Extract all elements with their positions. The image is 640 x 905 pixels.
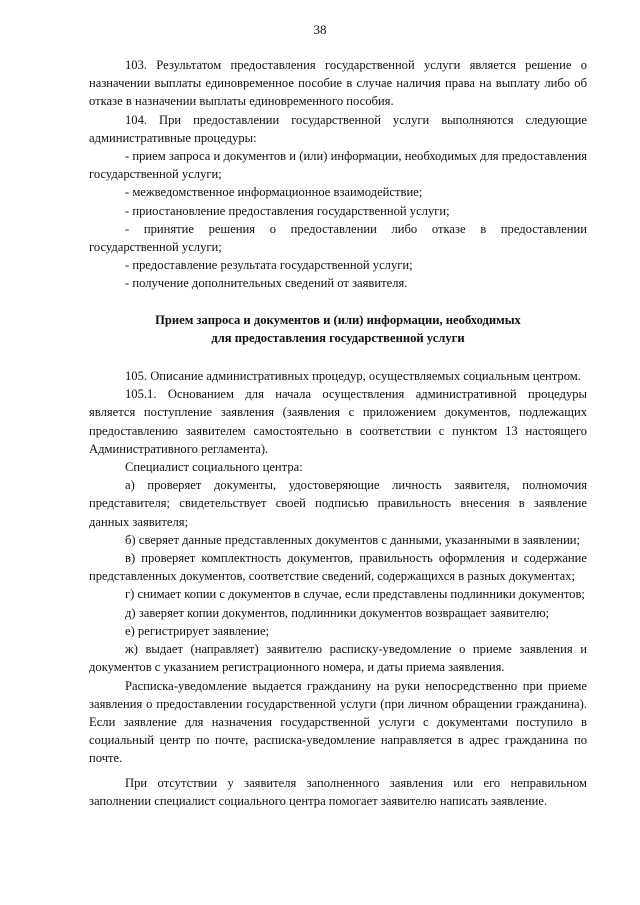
list-item: - межведомственное информационное взаимодействие;	[125, 185, 423, 200]
list-item: е) регистрирует заявление;	[125, 623, 270, 638]
list-item: - получение дополнительных сведений от заявителя.	[125, 276, 408, 291]
list-item: д) заверяет копии документов, подлинники документов возвращает заявителю;	[125, 605, 550, 620]
list-item: г) снимает копии с документов в случае, если представлены подлинники документов;	[125, 587, 585, 602]
page-number: 38	[313, 22, 327, 37]
paragraph-105-1: 105.1. Основанием для начала осуществления административной процедуры является поступление заявления (заявления с приложением документов, подлежащих предоставлению заявителем самостоятельно в соответствии с пунктом 13 настоящего Административного регламента).	[89, 387, 587, 456]
section-heading	[89, 311, 587, 347]
paragraph-104: 104. При предоставлении государственной услуги выполняются следующие административные процедуры:	[89, 112, 587, 145]
list-item: - приостановление предоставления государственной услуги;	[125, 203, 450, 218]
paragraph-105: 105. Описание административных процедур, осуществляемых социальным центром.	[125, 369, 581, 384]
section-heading-line-1: Прием запроса и документов и (или) информации, необходимых	[155, 312, 521, 327]
document-body	[89, 56, 587, 810]
list-item: - принятие решения о предоставлении либо отказе в предоставлении государственной услуги;	[89, 221, 587, 255]
paragraph-specialist: Специалист социального центра:	[125, 460, 303, 475]
list-item: - предоставление результата государственной услуги;	[125, 258, 413, 273]
paragraph-absence: При отсутствии у заявителя заполненного заявления или его неправильном заполнении специалист социального центра помогает заявителю написать заявление.	[89, 775, 587, 808]
list-item: - прием запроса и документов и (или) информации, необходимых для предоставления государственной услуги;	[89, 149, 587, 182]
list-item: в) проверяет комплектность документов, правильность оформления и содержание представленных документов, соответствие сведений, содержащихся в разных документах;	[89, 551, 587, 584]
list-item: ж) выдает (направляет) заявителю расписку-уведомление о приеме заявления и документов с указанием регистрационного номера, и даты приема заявления.	[89, 642, 587, 675]
paragraph-receipt: Расписка-уведомление выдается гражданину на руки непосредственно при приеме заявления о предоставлении государственной услуги (при личном обращении гражданина). Если заявление для назначения государственной услуги с документами поступило в социальный центр по почте, расписка-уведомление направляется в адрес гражданина по почте.	[89, 678, 587, 766]
list-item: а) проверяет документы, удостоверяющие личность заявителя, полномочия представителя; свидетельствует своей подписью правильность внесения в заявление данных заявителя;	[89, 478, 587, 529]
list-item: б) сверяет данные представленных документов с данными, указанными в заявлении;	[125, 532, 581, 547]
section-heading-line-2: для предоставления государственной услуги	[211, 330, 465, 345]
paragraph-103: 103. Результатом предоставления государственной услуги является решение о назначении выплаты единовременное пособие в случае наличия права на выплату либо об отказе в назначении выплаты единовременного пособия.	[89, 58, 587, 109]
